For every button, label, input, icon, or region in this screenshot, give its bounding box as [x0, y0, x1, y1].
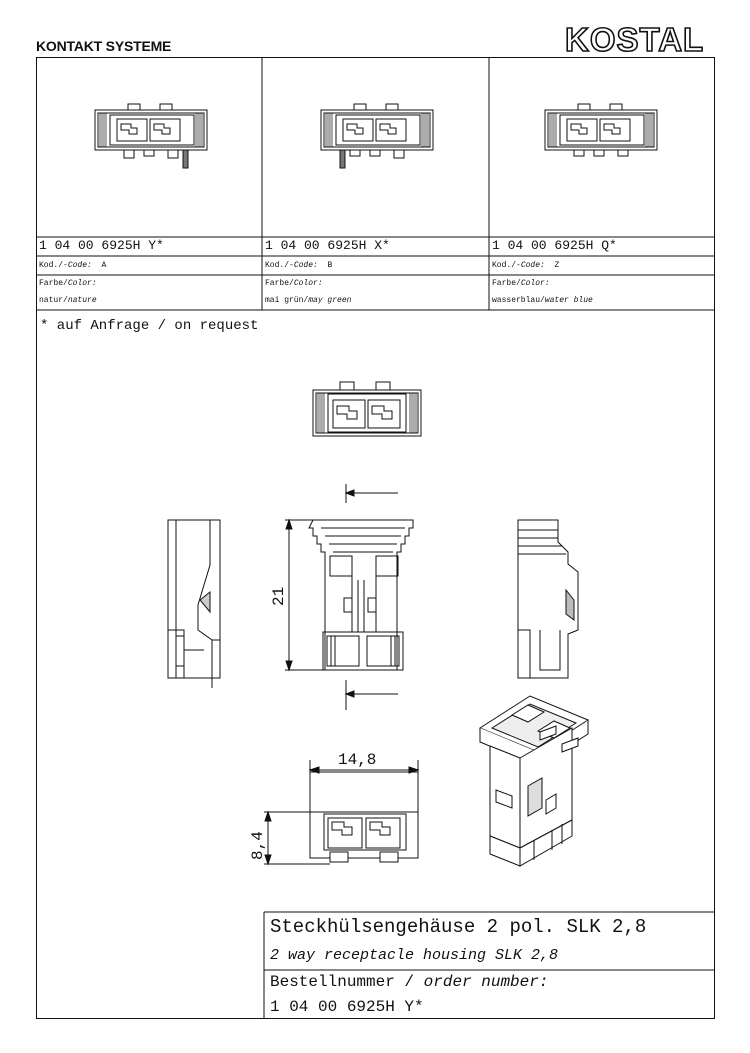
color-en: nature — [67, 296, 97, 305]
kontakt-systeme-label: KONTAKT SYSTEME — [36, 38, 172, 54]
variant-table-grid — [36, 57, 715, 310]
variant-thumbnail-3 — [545, 104, 657, 156]
variant-3-color — [492, 296, 593, 305]
code-value: B — [327, 261, 333, 270]
variant-1-color — [39, 296, 97, 305]
isometric-view — [480, 696, 588, 866]
color-en: water blue — [544, 296, 593, 305]
top-view-drawing — [313, 382, 421, 436]
front-section-view — [309, 520, 413, 670]
color-de: mai grün/ — [265, 296, 309, 305]
color-label: Farbe/ — [265, 279, 294, 288]
order-number: 1 04 00 6925H Y* — [270, 998, 424, 1016]
color-label-en: Color: — [293, 279, 323, 288]
color-en: may green — [308, 296, 352, 305]
dimension-height-label: 21 — [270, 586, 288, 606]
kostal-logo-text: KOSTAL — [565, 21, 705, 58]
color-label: Farbe/ — [39, 279, 68, 288]
left-side-view — [168, 520, 220, 688]
variant-2-part-number: 1 04 00 6925H X* — [265, 238, 390, 253]
variant-1-color-label — [39, 279, 97, 288]
bottom-front-view — [310, 772, 418, 862]
title-de: Steckhülsengehäuse 2 pol. SLK 2,8 — [270, 916, 647, 938]
code-label-en: -Code: — [516, 261, 545, 270]
variant-2-code — [265, 261, 332, 270]
order-label-en: order number: — [423, 973, 549, 991]
variant-thumbnail-2 — [321, 104, 433, 168]
variant-2-color — [265, 296, 351, 305]
dimension-width-label: 14,8 — [338, 751, 377, 769]
dimension-depth-label: 8,4 — [249, 831, 267, 860]
right-side-view — [518, 520, 578, 678]
color-de: wasserblau/ — [492, 296, 545, 305]
code-label: Kod./ — [39, 261, 64, 270]
variant-1-code — [39, 261, 106, 270]
on-request-note: * auf Anfrage / on request — [40, 318, 259, 334]
title-en: 2 way receptacle housing SLK 2,8 — [270, 947, 559, 964]
order-label-de: Bestellnummer / — [270, 973, 415, 991]
variant-1-part-number: 1 04 00 6925H Y* — [39, 238, 164, 253]
color-de: natur/ — [39, 296, 68, 305]
variant-3-code — [492, 261, 559, 270]
code-value: Z — [554, 261, 560, 270]
color-label: Farbe/ — [492, 279, 521, 288]
color-label-en: Color: — [67, 279, 97, 288]
code-label: Kod./ — [265, 261, 290, 270]
order-number-label — [270, 973, 548, 991]
code-value: A — [101, 261, 107, 270]
variant-3-part-number: 1 04 00 6925H Q* — [492, 238, 617, 253]
code-label-en: -Code: — [63, 261, 92, 270]
variant-thumbnail-1 — [95, 104, 207, 168]
variant-3-color-label — [492, 279, 550, 288]
code-label-en: -Code: — [289, 261, 318, 270]
code-label: Kod./ — [492, 261, 517, 270]
color-label-en: Color: — [520, 279, 550, 288]
variant-2-color-label — [265, 279, 323, 288]
